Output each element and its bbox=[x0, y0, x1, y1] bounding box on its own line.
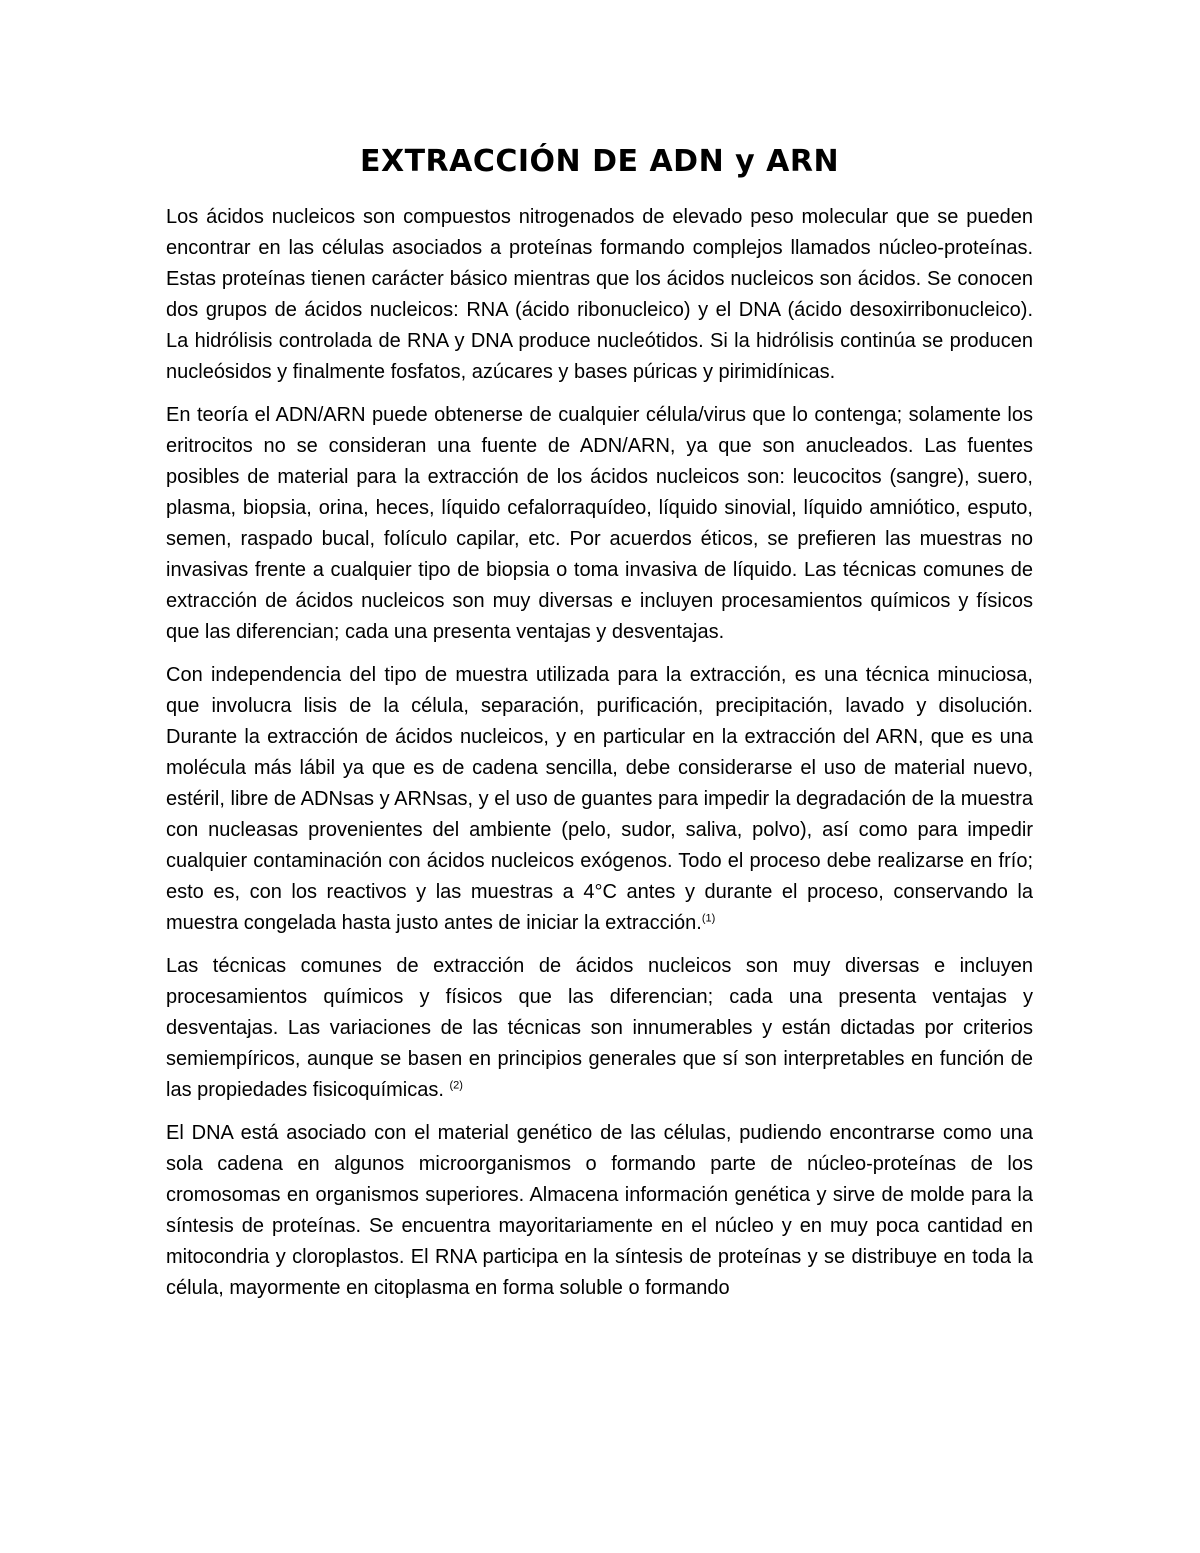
paragraph-4-text: Las técnicas comunes de extracción de ácidos nucleicos son muy diversas e incluyen procesamientos químicos y físicos que las diferencian; cada una presenta ventajas y desventajas. Las variaciones de las técnicas son innumerables y están dictadas por criterios semiempíricos, aunque se basen en principios generales que sí son interpretables en función de las propiedades fisicoquímicas. bbox=[166, 955, 1033, 1101]
document-body bbox=[166, 140, 1033, 1316]
paragraph-3 bbox=[166, 660, 1033, 939]
paragraph-5 bbox=[166, 1118, 1033, 1304]
paragraph-1 bbox=[166, 202, 1033, 388]
paragraph-2 bbox=[166, 400, 1033, 648]
reference-marker-1: (1) bbox=[701, 912, 716, 925]
document-title: EXTRACCIÓN DE ADN y ARN bbox=[359, 144, 840, 179]
paragraph-2-text: En teoría el ADN/ARN puede obtenerse de cualquier célula/virus que lo contenga; solamente los eritrocitos no se consideran una fuente de ADN/ARN, ya que son anucleados. Las fuentes posibles de material para la extracción de los ácidos nucleicos son: leucocitos (sangre), suero, plasma, biopsia, orina, heces, líquido cefalorraquídeo, líquido sinovial, líquido amniótico, esputo, semen, raspado bucal, folículo capilar, etc. Por acuerdos éticos, se prefieren las muestras no invasivas frente a cualquier tipo de biopsia o toma invasiva de líquido. Las técnicas comunes de extracción de ácidos nucleicos son muy diversas e incluyen procesamientos químicos y físicos que las diferencian; cada una presenta ventajas y desventajas. bbox=[166, 404, 1033, 643]
reference-marker-2: (2) bbox=[449, 1079, 463, 1092]
paragraph-4 bbox=[166, 951, 1033, 1106]
paragraph-3-text: Con independencia del tipo de muestra utilizada para la extracción, es una técnica minuciosa, que involucra lisis de la célula, separación, purificación, precipitación, lavado y disolución. Durante la extracción de ácidos nucleicos, y en particular en la extracción del ARN, que es una molécula más lábil ya que es de cadena sencilla, debe considerarse el uso de material nuevo, estéril, libre de ADNsas y ARNsas, y el uso de guantes para impedir la degradación de la muestra con nucleasas provenientes del ambiente (pelo, sudor, saliva, polvo), así como para impedir cualquier contaminación con ácidos nucleicos exógenos. Todo el proceso debe realizarse en frío; esto es, con los reactivos y las muestras a 4°C antes y durante el proceso, conservando la muestra congelada hasta justo antes de iniciar la extracción. bbox=[166, 664, 1033, 934]
paragraph-1-text: Los ácidos nucleicos son compuestos nitrogenados de elevado peso molecular que se pueden encontrar en las células asociados a proteínas formando complejos llamados núcleo-proteínas. Estas proteínas tienen carácter básico mientras que los ácidos nucleicos son ácidos. Se conocen dos grupos de ácidos nucleicos: RNA (ácido ribonucleico) y el DNA (ácido desoxirribonucleico). La hidrólisis controlada de RNA y DNA produce nucleótidos. Si la hidrólisis continúa se producen nucleósidos y finalmente fosfatos, azúcares y bases púricas y pirimidínicas. bbox=[166, 206, 1033, 383]
paragraph-5-text: El DNA está asociado con el material genético de las células, pudiendo encontrarse como una sola cadena en algunos microorganismos o formando parte de núcleo-proteínas de los cromosomas en organismos superiores. Almacena información genética y sirve de molde para la síntesis de proteínas. Se encuentra mayoritariamente en el núcleo y en muy poca cantidad en mitocondria y cloroplastos. El RNA participa en la síntesis de proteínas y se distribuye en toda la célula, mayormente en citoplasma en forma soluble o formando bbox=[166, 1122, 1033, 1299]
